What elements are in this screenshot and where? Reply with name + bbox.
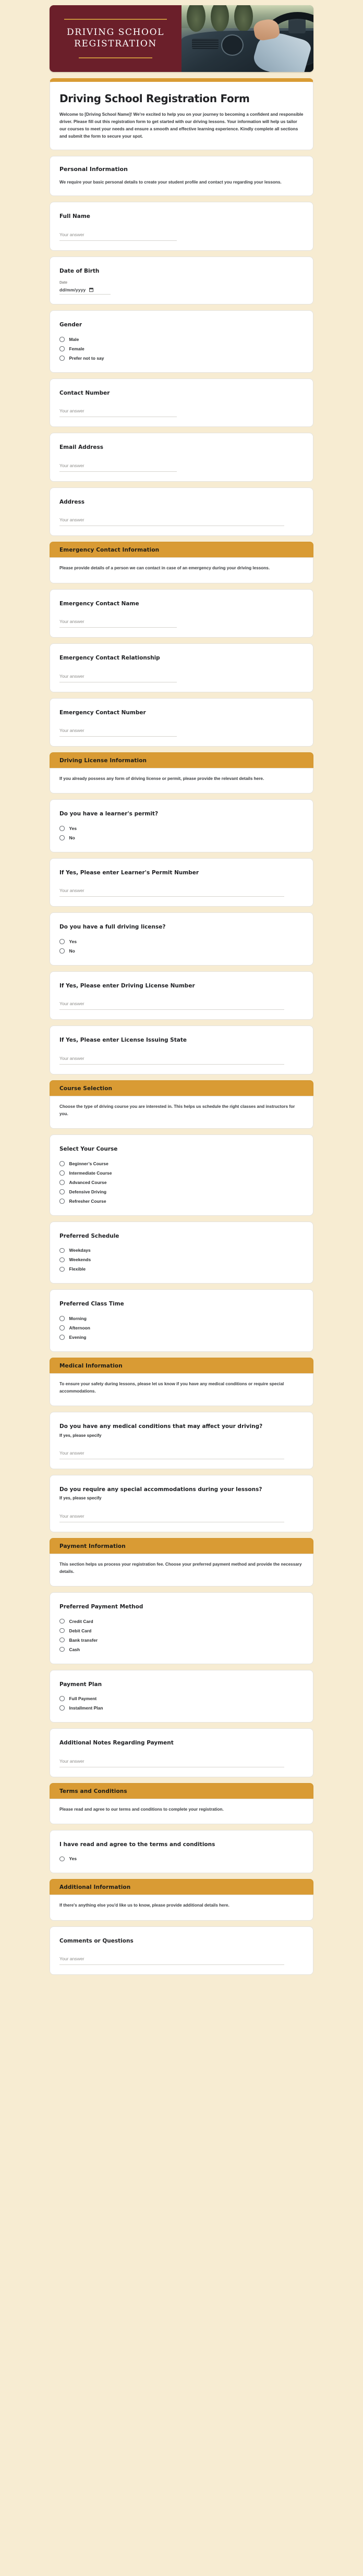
answer-placeholder: Your answer: [59, 619, 84, 625]
radio-option[interactable]: [59, 1187, 304, 1197]
radio-button-icon[interactable]: [59, 939, 65, 944]
radio-option[interactable]: [59, 1635, 304, 1645]
section-header-emergency-contact-information: [50, 542, 313, 557]
question-title: Contact Number: [59, 389, 110, 396]
radio-button-icon[interactable]: [59, 1267, 65, 1272]
answer-input[interactable]: [59, 998, 284, 1010]
section-title: Course Selection: [59, 1085, 113, 1092]
radio-group: [59, 1694, 304, 1713]
radio-option[interactable]: [59, 1255, 304, 1264]
section-header-medical-information: [50, 1358, 313, 1373]
section-description: Please provide details of a person we can contact in case of an emergency during your driving lessons.: [59, 566, 270, 571]
radio-group: [59, 1617, 304, 1654]
radio-option-label: Yes: [69, 938, 77, 944]
question-card: [50, 1926, 313, 1975]
radio-option[interactable]: [59, 1645, 304, 1654]
answer-input[interactable]: [59, 460, 177, 472]
answer-placeholder: Your answer: [59, 1450, 84, 1456]
radio-option-label: Weekends: [69, 1257, 91, 1263]
question-title: Additional Notes Regarding Payment: [59, 1740, 174, 1747]
radio-button-icon[interactable]: [59, 356, 65, 361]
section-title: Personal Information: [59, 166, 128, 173]
section-header-driving-license-information: [50, 752, 313, 768]
radio-option-label: Male: [69, 336, 79, 342]
date-field-label: Date: [59, 281, 68, 285]
radio-button-icon[interactable]: [59, 1619, 65, 1624]
question-title: I have read and agree to the terms and conditions: [59, 1841, 215, 1848]
radio-option[interactable]: [59, 1178, 304, 1187]
radio-button-icon[interactable]: [59, 346, 65, 351]
question-card: [50, 1222, 313, 1284]
question-title: If Yes, Please enter Driving License Number: [59, 982, 195, 989]
question-card: [50, 1728, 313, 1777]
answer-input[interactable]: [59, 229, 177, 241]
section-description-card-medical-information: [50, 1373, 313, 1407]
radio-button-icon[interactable]: [59, 1170, 65, 1176]
radio-option[interactable]: [59, 946, 304, 956]
question-card: [50, 643, 313, 692]
banner-photo: [182, 5, 313, 72]
question-card: [50, 1830, 313, 1873]
radio-group: [59, 1246, 304, 1274]
question-card: [50, 1475, 313, 1532]
radio-option[interactable]: [59, 1617, 304, 1626]
radio-button-icon[interactable]: [59, 948, 65, 954]
radio-group: [59, 824, 304, 843]
radio-option-label: Intermediate Course: [69, 1170, 112, 1176]
radio-option[interactable]: [59, 1854, 304, 1863]
radio-button-icon[interactable]: [59, 826, 65, 831]
question-card: [50, 971, 313, 1020]
answer-placeholder: Your answer: [59, 673, 84, 679]
section-description-card-additional-information: [50, 1895, 313, 1920]
radio-option[interactable]: [59, 1626, 304, 1635]
radio-option[interactable]: [59, 353, 304, 363]
section-description: If there's anything else you'd like us to know, please provide additional details here.: [59, 1903, 229, 1908]
photo-tree-icon: [234, 5, 252, 32]
radio-button-icon[interactable]: [59, 835, 65, 840]
radio-option-label: Refresher Course: [69, 1198, 106, 1204]
radio-button-icon[interactable]: [59, 1180, 65, 1185]
radio-option-label: Credit Card: [69, 1618, 93, 1624]
radio-button-icon[interactable]: [59, 1189, 65, 1194]
question-card: [50, 1289, 313, 1351]
section-description: To ensure your safety during lessons, please let us know if you have any medical conditions or require special accommodations.: [59, 1381, 284, 1394]
radio-button-icon[interactable]: [59, 1628, 65, 1633]
radio-button-icon[interactable]: [59, 337, 65, 342]
answer-placeholder: Your answer: [59, 888, 84, 894]
radio-option[interactable]: [59, 1323, 304, 1333]
answer-placeholder: Your answer: [59, 231, 84, 237]
answer-input[interactable]: [59, 1954, 284, 1965]
answer-placeholder: Your answer: [59, 1758, 84, 1764]
question-title: Emergency Contact Number: [59, 709, 146, 716]
radio-button-icon[interactable]: [59, 1258, 65, 1263]
radio-button-icon[interactable]: [59, 1199, 65, 1204]
radio-button-icon[interactable]: [59, 1248, 65, 1253]
section-title: Payment Information: [59, 1543, 126, 1549]
radio-option[interactable]: [59, 344, 304, 353]
section-description-card-terms-and-conditions: [50, 1799, 313, 1824]
banner-title-line1: DRIVING SCHOOL: [66, 27, 165, 38]
radio-button-icon[interactable]: [59, 1638, 65, 1643]
answer-placeholder: Your answer: [59, 517, 84, 523]
section-title: Terms and Conditions: [59, 1788, 127, 1794]
page-title: Driving School Registration Form: [59, 92, 250, 105]
question-title: Do you have any medical conditions that may affect your driving?: [59, 1423, 263, 1430]
question-card: [50, 1670, 313, 1723]
radio-option-label: Weekdays: [69, 1248, 91, 1253]
section-description-card-payment-information: [50, 1554, 313, 1587]
answer-placeholder: Your answer: [59, 1055, 84, 1061]
section-header-terms-and-conditions: [50, 1783, 313, 1799]
radio-option[interactable]: [59, 1159, 304, 1168]
radio-option[interactable]: [59, 1168, 304, 1178]
question-subtitle: If yes, please specify: [59, 1433, 102, 1438]
answer-placeholder: Your answer: [59, 1513, 84, 1519]
question-title: Do you have a learner's permit?: [59, 811, 159, 817]
radio-option[interactable]: [59, 1314, 304, 1323]
section-title: Medical Information: [59, 1362, 123, 1369]
question-card: [50, 310, 313, 372]
radio-button-icon[interactable]: [59, 1161, 65, 1166]
answer-input[interactable]: [59, 616, 177, 628]
answer-input[interactable]: [59, 1511, 284, 1522]
radio-option-label: Full Payment: [69, 1696, 97, 1702]
question-card: [50, 589, 313, 638]
question-card: [50, 1134, 313, 1215]
radio-button-icon[interactable]: [59, 1696, 65, 1701]
radio-option[interactable]: [59, 1264, 304, 1274]
radio-group: [59, 1159, 304, 1206]
form-header-banner: [50, 5, 313, 72]
question-card: [50, 698, 313, 747]
answer-input[interactable]: [59, 671, 177, 682]
question-title: Comments or Questions: [59, 1937, 134, 1944]
question-subtitle: If yes, please specify: [59, 1496, 102, 1501]
question-title: Full Name: [59, 213, 90, 220]
section-title: Additional Information: [59, 1884, 131, 1891]
section-title: Emergency Contact Information: [59, 547, 160, 554]
question-card: [50, 433, 313, 481]
radio-option-label: Prefer not to say: [69, 355, 104, 361]
question-title: Emergency Contact Relationship: [59, 655, 160, 662]
question-card: [50, 379, 313, 427]
section-header-additional-information: [50, 1879, 313, 1895]
radio-option-label: Debit Card: [69, 1628, 92, 1633]
answer-input[interactable]: [59, 406, 177, 417]
radio-option-label: Flexible: [69, 1266, 86, 1272]
date-input[interactable]: [59, 287, 111, 295]
answer-input[interactable]: [59, 515, 284, 526]
form-body: [0, 78, 363, 1975]
radio-option[interactable]: [59, 833, 304, 843]
question-card: [50, 1412, 313, 1469]
section-header-course-selection: [50, 1080, 313, 1096]
radio-button-icon[interactable]: [59, 1316, 65, 1321]
radio-option[interactable]: [59, 1197, 304, 1206]
date-placeholder: dd/mm/yyyy: [59, 287, 86, 293]
radio-option[interactable]: [59, 1333, 304, 1342]
question-title: If Yes, Please enter License Issuing State: [59, 1037, 187, 1044]
radio-option-label: Morning: [69, 1315, 87, 1321]
calendar-icon[interactable]: [89, 288, 93, 292]
question-card: [50, 858, 313, 907]
answer-placeholder: Your answer: [59, 1001, 84, 1007]
radio-button-icon[interactable]: [59, 1857, 65, 1862]
question-title: Emergency Contact Name: [59, 600, 139, 607]
banner-title: [67, 27, 164, 50]
question-card: [50, 487, 313, 536]
question-title: Date of Birth: [59, 267, 100, 274]
section-description-card-emergency-contact-information: [50, 557, 313, 583]
radio-button-icon[interactable]: [59, 1705, 65, 1711]
answer-placeholder: Your answer: [59, 728, 84, 734]
radio-option-label: Yes: [69, 1856, 77, 1862]
section-description-card-driving-license-information: [50, 768, 313, 793]
banner-title-panel: [50, 5, 182, 72]
section-card-personal-information: [50, 156, 313, 196]
question-title: Payment Plan: [59, 1681, 102, 1688]
banner-title-line2: REGISTRATION: [74, 39, 157, 49]
radio-button-icon[interactable]: [59, 1335, 65, 1340]
section-description: Choose the type of driving course you are interested in. This helps us schedule the right classes and instructors for you.: [59, 1104, 295, 1117]
radio-option-label: Installment Plan: [69, 1705, 103, 1711]
question-title: Preferred Payment Method: [59, 1604, 143, 1610]
radio-button-icon[interactable]: [59, 1325, 65, 1330]
question-title: Do you have a full driving license?: [59, 924, 166, 931]
answer-input[interactable]: [59, 1756, 284, 1767]
radio-group: [59, 937, 304, 956]
question-card: [50, 1592, 313, 1664]
section-title: Driving License Information: [59, 758, 147, 764]
radio-option-label: Cash: [69, 1646, 80, 1652]
radio-option-label: Afternoon: [69, 1325, 90, 1330]
section-description: We require your basic personal details to create your student profile and contact you regarding your lessons.: [59, 180, 282, 185]
question-title: Email Address: [59, 444, 104, 451]
radio-option-label: Advanced Course: [69, 1179, 107, 1185]
radio-option[interactable]: [59, 1703, 304, 1713]
question-title: Do you require any special accommodations during your lessons?: [59, 1486, 262, 1493]
radio-option[interactable]: [59, 1246, 304, 1255]
banner-rule-bottom-icon: [79, 57, 153, 58]
photo-gauge-icon: [221, 34, 244, 56]
radio-option[interactable]: [59, 937, 304, 946]
radio-option[interactable]: [59, 335, 304, 344]
radio-option-label: Female: [69, 346, 84, 351]
radio-option[interactable]: [59, 1694, 304, 1703]
answer-input[interactable]: [59, 1053, 284, 1065]
answer-placeholder: Your answer: [59, 1956, 84, 1962]
answer-input[interactable]: [59, 885, 284, 897]
radio-option-label: No: [69, 835, 75, 840]
photo-air-vent-icon: [192, 39, 219, 49]
question-card: [50, 202, 313, 250]
form-description: Welcome to [Driving School Name]! We're excited to help you on your journey to becoming a confident and responsible driver. Please fill out this registration form to get started with our driving lessons. Your information will help us tailor our courses to meet your needs and ensure a smooth and effective learning experience. Kindly complete all sections and submit the form to secure your spot.: [59, 112, 304, 139]
section-description: If you already possess any form of driving license or permit, please provide the relevant details here.: [59, 776, 264, 782]
question-title: If Yes, Please enter Learner's Permit Number: [59, 869, 199, 876]
photo-tree-icon: [187, 5, 205, 32]
header-banner-container: [0, 0, 363, 72]
banner-rule-top-icon: [64, 19, 167, 20]
question-card: [50, 799, 313, 852]
radio-option-label: Beginner’s Course: [69, 1161, 108, 1166]
question-title: Select Your Course: [59, 1146, 118, 1153]
radio-option-label: Bank transfer: [69, 1637, 98, 1643]
question-card: [50, 257, 313, 304]
section-description: Please read and agree to our terms and conditions to complete your registration.: [59, 1806, 224, 1812]
radio-option-label: Defensive Driving: [69, 1189, 107, 1194]
question-title: Preferred Schedule: [59, 1232, 119, 1239]
answer-input[interactable]: [59, 725, 177, 737]
radio-button-icon[interactable]: [59, 1647, 65, 1652]
radio-option-label: Evening: [69, 1334, 87, 1340]
answer-placeholder: Your answer: [59, 408, 84, 414]
radio-option-label: Yes: [69, 825, 77, 831]
radio-group: [59, 1314, 304, 1342]
radio-group: [59, 1854, 304, 1863]
section-description: This section helps us process your registration fee. Choose your preferred payment method and provide the necessary details.: [59, 1561, 302, 1574]
answer-input[interactable]: [59, 1448, 284, 1459]
radio-option-label: No: [69, 948, 75, 954]
question-title: Gender: [59, 322, 82, 328]
question-card: [50, 912, 313, 965]
answer-placeholder: Your answer: [59, 462, 84, 468]
radio-group: [59, 335, 304, 363]
question-card: [50, 1025, 313, 1074]
radio-option[interactable]: [59, 824, 304, 833]
photo-tree-icon: [211, 5, 229, 32]
section-description-card-course-selection: [50, 1096, 313, 1129]
section-header-payment-information: [50, 1538, 313, 1554]
sections-root: [50, 156, 313, 1975]
question-title: Preferred Class Time: [59, 1301, 124, 1308]
form-title-card: [50, 78, 313, 150]
question-title: Address: [59, 498, 84, 505]
